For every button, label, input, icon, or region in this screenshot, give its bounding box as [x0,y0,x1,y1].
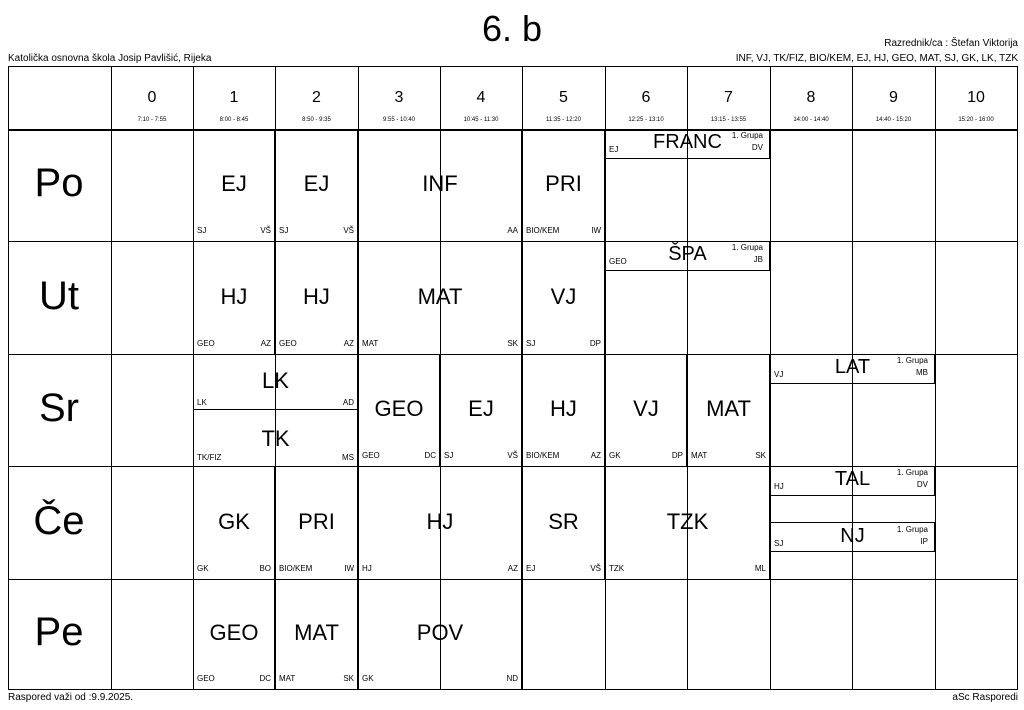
period-number: 3 [394,89,404,106]
lesson-cell[interactable] [770,354,935,384]
lesson-subject: GEO [374,396,424,421]
period-number: 7 [724,89,733,106]
lesson-teacher: SK [755,451,766,460]
lesson-teacher: DP [589,339,601,348]
lesson-cell[interactable] [275,579,358,689]
period-number: 0 [147,89,157,106]
period-time: 9:55 - 10:40 [382,117,416,123]
lesson-cell[interactable] [522,354,605,466]
lesson-class: GEO [609,257,627,266]
lesson-subject: VJ [550,283,577,309]
lesson-subject: HJ [220,283,248,309]
lesson-class: LK [197,398,207,407]
lesson-teacher: BO [259,564,271,573]
period-time: 8:50 - 9:35 [302,117,331,123]
period-number: 5 [559,89,568,106]
lesson-cell[interactable] [193,410,358,466]
v-line [770,67,771,129]
lesson-cell[interactable] [770,522,935,552]
v-line [111,67,112,689]
lesson-teacher: AD [342,398,354,407]
period-time: 13:15 - 13:55 [710,117,747,123]
v-line [935,129,936,241]
lesson-class: GEO [197,674,215,683]
period-number: 9 [889,89,898,106]
lesson-teacher: DP [671,451,683,460]
lesson-teacher: AZ [590,451,601,460]
lesson-class: MAT [691,451,708,460]
v-line [935,466,936,579]
lesson-cell[interactable] [193,579,275,689]
lesson-teacher: VŠ [590,564,601,573]
period-time: 10:45 - 11:30 [463,117,499,123]
software-brand: aSc Rasporedi [952,692,1018,703]
lesson-subject: MAT [417,283,463,309]
valid-from: Raspored važi od :9.9.2025. [8,692,134,703]
lesson-cell[interactable] [522,129,605,241]
lesson-subject: PRI [545,171,582,196]
lesson-group: 1. Grupa [731,131,763,140]
v-line [687,67,688,129]
period-number: 8 [806,89,816,106]
lesson-class: GEO [197,339,215,348]
lesson-cell[interactable] [193,354,358,410]
lesson-cell[interactable] [358,241,522,354]
lesson-class: HJ [774,482,784,491]
lesson-subject: GK [218,508,250,534]
lesson-class: TZK [609,564,625,573]
lesson-teacher: JB [753,255,763,264]
lesson-cell[interactable] [605,354,687,466]
lesson-teacher: IW [344,564,354,573]
lesson-subject: HJ [426,508,454,534]
day-label: Pe [34,610,84,654]
v-line [935,354,936,466]
lesson-subject: HJ [303,283,330,309]
period-time: 15:20 - 16:00 [958,117,994,123]
head-teacher: Razrednik/ca : Štefan Viktorija [884,38,1018,49]
lesson-cell[interactable] [522,466,605,579]
lesson-teacher: DV [916,480,928,489]
lesson-group: 1. Grupa [896,525,928,534]
v-line [358,67,359,129]
lesson-teacher: IP [920,537,928,546]
lesson-class: SJ [526,339,536,348]
lesson-class: EJ [609,145,619,154]
lesson-subject: TAL [834,468,871,490]
lesson-teacher: MB [916,368,928,377]
v-line [605,67,606,129]
period-time: 14:40 - 15:20 [875,117,912,123]
v-line [275,67,276,129]
lesson-subject: EJ [303,171,330,196]
lesson-class: BIO/KEM [526,451,560,460]
lesson-cell[interactable] [522,241,605,354]
lesson-class: HJ [362,564,372,573]
lesson-cell[interactable] [605,466,770,579]
lesson-class: BIO/KEM [279,564,313,573]
period-number: 4 [476,89,486,106]
lesson-teacher: AZ [260,339,271,348]
lesson-cell[interactable] [440,354,522,466]
page-title: 6. b [481,8,543,49]
lesson-class: MAT [279,674,296,683]
lesson-group: 1. Grupa [896,468,928,477]
v-line [770,241,771,354]
v-line [687,579,688,689]
day-label: Sr [39,386,79,430]
lesson-cell[interactable] [275,129,358,241]
lesson-teacher: AZ [507,564,518,573]
lesson-teacher: SK [507,339,518,348]
lesson-teacher: AZ [343,339,354,348]
lesson-cell[interactable] [193,466,275,579]
lesson-cell[interactable] [193,241,275,354]
lesson-teacher: VŠ [507,451,518,460]
period-time: 12:25 - 13:10 [628,117,664,123]
period-time: 8:00 - 8:45 [219,117,249,123]
lesson-class: VJ [774,370,784,379]
lesson-subject: VJ [633,396,659,421]
v-line [440,67,441,129]
v-line [852,579,853,689]
v-line [852,129,853,241]
lesson-class: SJ [774,539,784,548]
lesson-cell[interactable] [605,241,770,271]
lesson-teacher: IW [591,226,601,235]
lesson-group: 1. Grupa [731,243,763,252]
lesson-class: MAT [362,339,379,348]
lesson-subject: HJ [550,396,577,421]
period-time: 7:10 - 7:55 [137,117,167,123]
lesson-teacher: ND [506,674,518,683]
lesson-subject: INF [422,171,458,196]
lesson-class: GEO [362,451,380,460]
day-label: Po [34,161,84,205]
lesson-subject: MAT [706,396,751,421]
v-line [522,579,523,689]
lesson-group: 1. Grupa [896,356,928,365]
lesson-subject: EJ [221,171,247,196]
lesson-subject: NJ [840,525,865,547]
lesson-cell[interactable] [193,129,275,241]
lesson-subject: TZK [666,508,709,534]
lesson-subject: LAT [834,356,871,378]
lesson-teacher: SK [343,674,354,683]
lesson-subject: EJ [468,396,494,421]
lesson-teacher: MS [342,453,354,462]
v-line [193,67,194,129]
v-line [770,579,771,689]
period-number: 6 [641,89,651,106]
v-line [605,579,606,689]
subjects-list: INF, VJ, TK/FIZ, BIO/KEM, EJ, HJ, GEO, MAT, SJ, GK, LK, TZK [735,53,1018,64]
lesson-class: GK [609,451,621,460]
lesson-cell[interactable] [358,466,522,579]
lesson-subject: ŠPA [668,243,707,265]
period-time: 11:35 - 12:20 [546,117,581,123]
lesson-class: TK/FIZ [197,453,222,462]
v-line [935,67,936,129]
lesson-subject: TK [261,426,290,451]
lesson-teacher: AA [507,226,518,235]
v-line [852,67,853,129]
period-number: 1 [229,89,239,106]
period-time: 14:00 - 14:40 [793,117,829,123]
school-name: Katolička osnovna škola Josip Pavlišić, Rijeka [8,53,212,64]
lesson-cell[interactable] [275,466,358,579]
lesson-class: SJ [279,226,289,235]
v-line [770,129,771,241]
lesson-class: GK [197,564,209,573]
period-number: 2 [312,89,321,106]
lesson-subject: PRI [298,508,335,534]
lesson-class: EJ [526,564,536,573]
lesson-class: GK [362,674,374,683]
lesson-teacher: VŠ [343,226,354,235]
day-label: Ut [39,273,79,318]
lesson-cell[interactable] [605,129,770,159]
lesson-cell[interactable] [358,354,440,466]
lesson-subject: MAT [294,620,339,645]
lesson-class: GEO [279,339,297,348]
v-line [522,67,523,129]
lesson-class: BIO/KEM [526,226,560,235]
lesson-subject: LK [262,368,289,393]
lesson-subject: FRANC [653,131,722,153]
lesson-cell[interactable] [687,354,770,466]
lesson-cell[interactable] [358,129,522,241]
lesson-subject: GEO [209,620,259,645]
lesson-cell[interactable] [275,241,358,354]
lesson-teacher: ML [754,564,766,573]
lesson-cell[interactable] [358,579,522,689]
lesson-class: SJ [444,451,454,460]
lesson-subject: POV [416,620,464,645]
v-line [852,241,853,354]
lesson-teacher: DC [259,674,271,683]
lesson-teacher: VŠ [260,226,271,235]
lesson-class: SJ [197,226,207,235]
lesson-teacher: DV [751,143,763,152]
period-number: 10 [967,89,985,106]
lesson-teacher: DC [424,451,436,460]
lesson-subject: SR [548,508,579,534]
day-label: Če [33,498,85,543]
v-line [935,241,936,354]
v-line [935,579,936,689]
timetable-grid [8,66,1018,690]
lesson-cell[interactable] [770,466,935,496]
